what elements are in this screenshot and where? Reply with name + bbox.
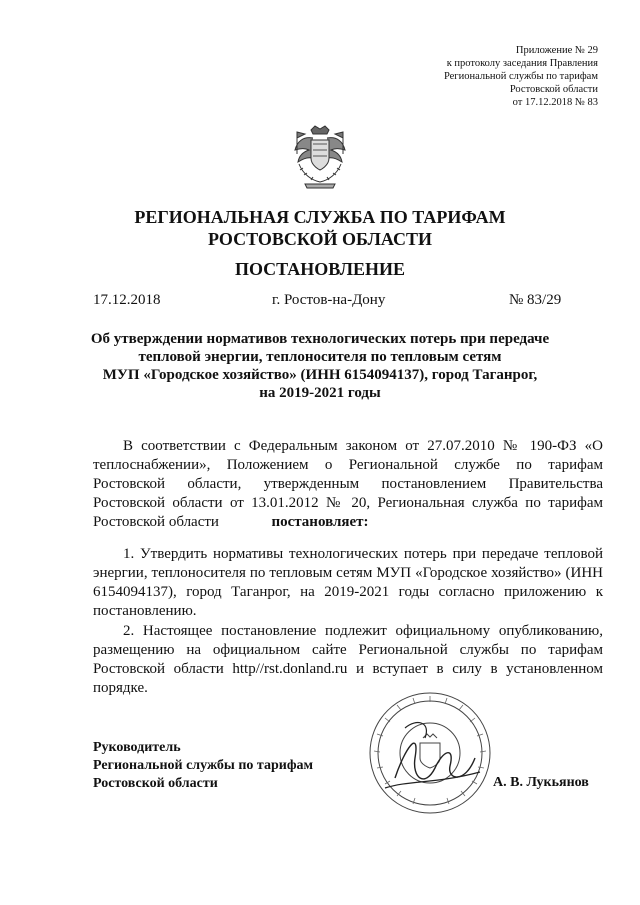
subject-line: на 2019-2021 годы	[259, 385, 381, 401]
intro-paragraph: В соответствии с Федеральным законом от 27.07.2010 № 190-ФЗ «О теплоснабжении», Положением о Региональной службе по тарифам Ростовской области, утвержденным постановлением Правительства Ростовской области от 13.01.2012 № 20, Региональная служба по тарифам Ростовской области	[93, 438, 603, 530]
document-date: 17.12.2018	[93, 292, 161, 308]
decree-item-2: 2. Настоящее постановление подлежит официальному опубликованию, размещению на официальном сайте Региональной службы по тарифам Ростовской области http//rst.donland.ru и вступает в силу в установленном порядке.	[93, 623, 603, 696]
organization-title	[0, 206, 640, 250]
document-subject	[0, 330, 640, 402]
organization-title-line: РОСТОВСКОЙ ОБЛАСТИ	[208, 229, 432, 249]
signatory-name: А. В. Лукьянов	[493, 775, 589, 790]
document-number: № 83/29	[509, 292, 562, 308]
appendix-line: к протоколу заседания Правления	[446, 58, 598, 69]
organization-title-line: РЕГИОНАЛЬНАЯ СЛУЖБА ПО ТАРИФАМ	[134, 207, 506, 227]
official-seal-icon	[365, 688, 495, 818]
document-type: ПОСТАНОВЛЕНИЕ	[234, 259, 406, 279]
signatory-title	[93, 739, 313, 793]
subject-line: тепловой энергии, теплоносителя по тепловым сетям	[138, 349, 502, 365]
document-city: г. Ростов-на-Дону	[272, 292, 386, 308]
signatory-title-line: Региональной службы по тарифам	[93, 758, 314, 773]
appendix-note	[444, 44, 598, 109]
decree-word: постановляет:	[271, 514, 369, 530]
subject-line: Об утверждении нормативов технологических потерь при передаче	[90, 331, 550, 347]
decree-item-1: 1. Утвердить нормативы технологических потерь при передаче тепловой энергии, теплоносителя по тепловым сетям МУП «Городское хозяйство» (ИНН 6154094137), город Таганрог, на 2019-2021 годы согласно приложению к постановлению.	[93, 546, 603, 619]
signatory-title-line: Ростовской области	[93, 776, 218, 791]
appendix-line: Приложение № 29	[515, 45, 598, 56]
appendix-line: Ростовской области	[509, 84, 598, 95]
signatory-title-line: Руководитель	[93, 740, 181, 755]
subject-line: МУП «Городское хозяйство» (ИНН 6154094137), город Таганрог,	[102, 367, 538, 383]
coat-of-arms-icon	[289, 124, 351, 190]
appendix-line: Региональной службы по тарифам	[443, 71, 598, 82]
appendix-line: от 17.12.2018 № 83	[512, 97, 598, 108]
